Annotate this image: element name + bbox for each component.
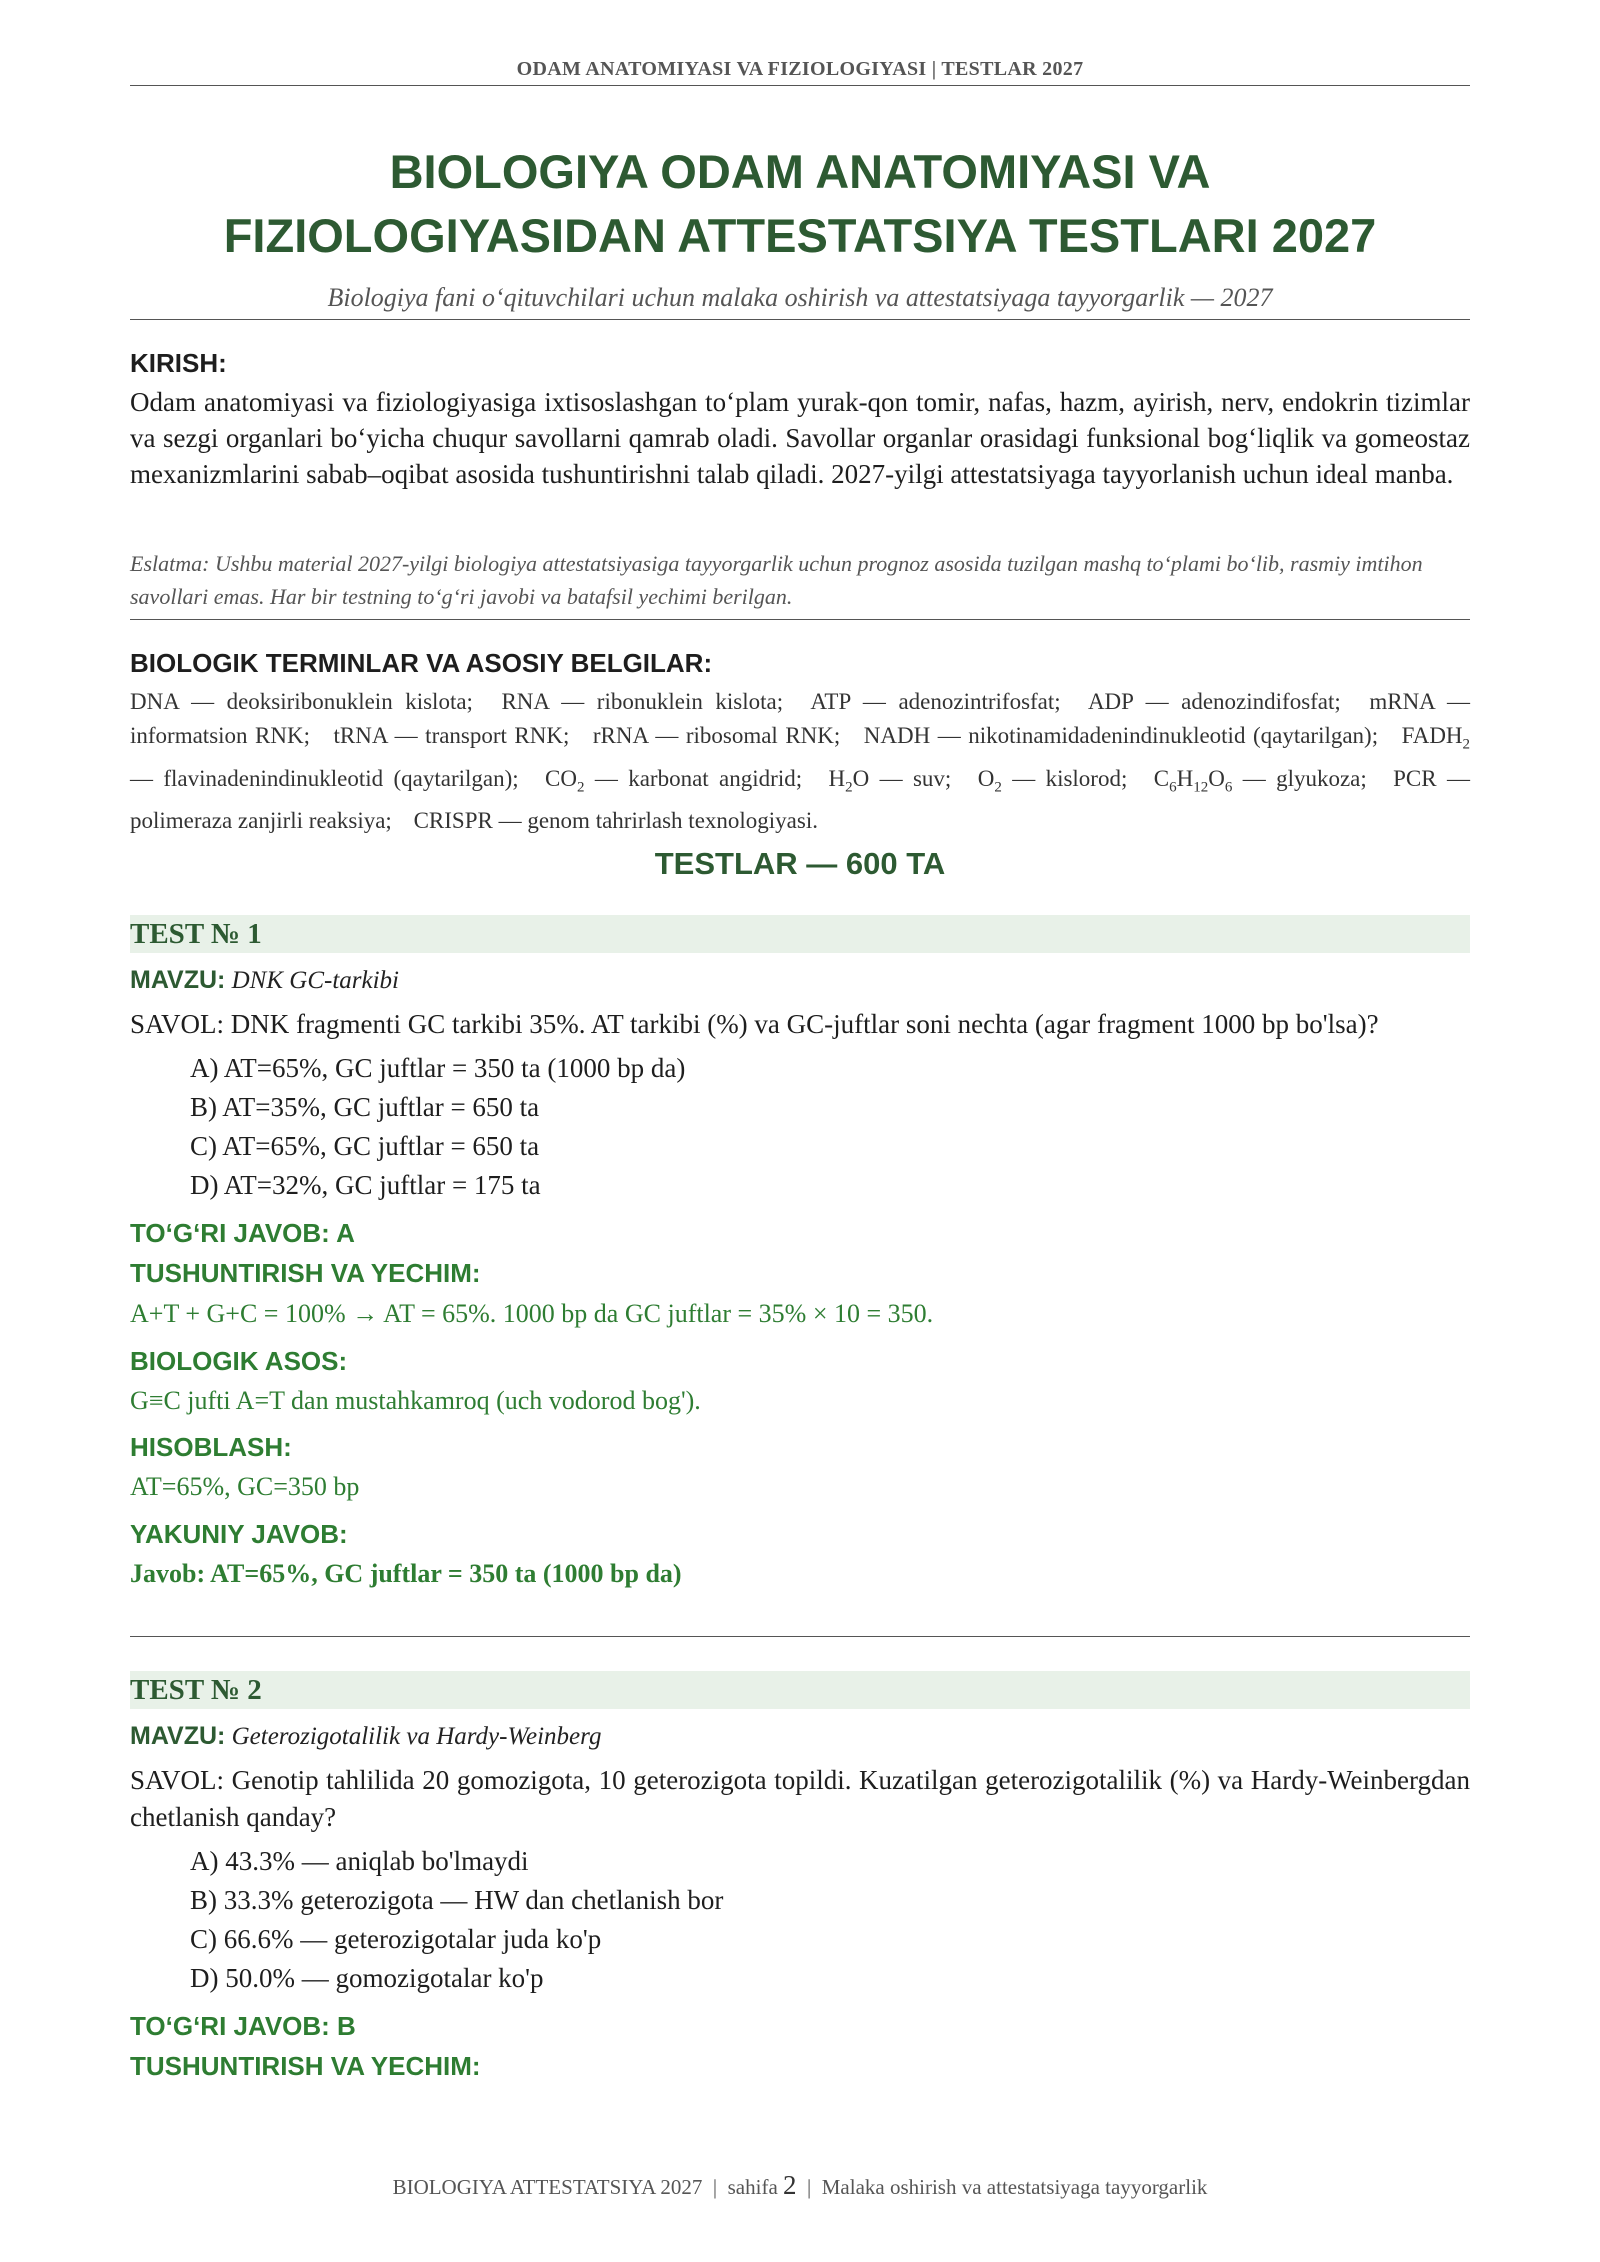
test-2-header: TEST № 2 bbox=[130, 1671, 1470, 1709]
term-nadh: NADH — nikotinamidadenindinukleotid (qaytarilgan); bbox=[863, 723, 1379, 748]
test-1-basis-heading: BIOLOGIK ASOS: bbox=[130, 1346, 348, 1376]
running-header: ODAM ANATOMIYASI VA FIZIOLOGIYASI | TESTLAR 2027 bbox=[130, 58, 1470, 86]
test-1-topic: MAVZU: DNK GC-tarkibi bbox=[130, 966, 399, 994]
term-adp: ADP — adenozindifosfat; bbox=[1087, 689, 1341, 714]
test-1-option-d: D) AT=32%, GC juftlar = 175 ta bbox=[190, 1170, 541, 1200]
term-dna: DNA — deoksiribonuklein kislota; bbox=[130, 689, 473, 714]
test-2-explain-heading: TUSHUNTIRISH VA YECHIM: bbox=[130, 2051, 481, 2081]
footer-page-label: sahifa bbox=[727, 2175, 778, 2199]
term-mrna: mRNA — informatsion RNK; bbox=[130, 689, 1471, 748]
test-1-answer: TO‘G‘RI JAVOB: A bbox=[130, 1218, 355, 1248]
term-h2o: $H_2O$ — suv; bbox=[828, 765, 952, 796]
test-1-option-c: C) AT=65%, GC juftlar = 650 ta bbox=[190, 1131, 540, 1161]
page-number: 2 bbox=[783, 2170, 797, 2200]
test-1-explain: A+T + G+C = 100% → AT = 65%. 1000 bp da GC juftlar = 35% × 10 = 350. bbox=[130, 1299, 934, 1328]
test-1-basis: G≡C jufti A=T dan mustahkamroq (uch vodorod bog'). bbox=[130, 1386, 701, 1415]
term-fadh2: $FADH_2$ — flavinadenindinukleotid (qaytarilgan); bbox=[130, 723, 1471, 791]
test-2-option-c: C) 66.6% — geterozigotalar juda ko'p bbox=[190, 1924, 602, 1954]
test-2-option-a: A) 43.3% — aniqlab bo'lmaydi bbox=[190, 1846, 529, 1876]
term-rrna: rRNA — ribosomal RNK; bbox=[592, 723, 841, 748]
document-title bbox=[130, 140, 1470, 268]
test-2-topic: MAVZU: Geterozigotalilik va Hardy-Weinberg bbox=[130, 1722, 602, 1750]
terms-heading: BIOLOGIK TERMINLAR VA ASOSIY BELGILAR: bbox=[130, 648, 713, 678]
footer-separator: | bbox=[712, 2175, 718, 2199]
footer-left: BIOLOGIYA ATTESTATSIYA 2027 bbox=[392, 2175, 703, 2199]
test-2-answer: TO‘G‘RI JAVOB: B bbox=[130, 2011, 356, 2041]
test-divider bbox=[130, 1636, 1470, 1637]
test-1-final: Javob: AT=65%, GC juftlar = 350 ta (1000 bp da) bbox=[130, 1559, 682, 1588]
test-1-option-b: B) AT=35%, GC juftlar = 650 ta bbox=[190, 1092, 540, 1122]
title-line-2: FIZIOLOGIYASIDAN ATTESTATSIYA TESTLARI 2027 bbox=[223, 209, 1377, 262]
test-1-final-heading: YAKUNIY JAVOB: bbox=[130, 1519, 348, 1549]
test-1-calc: AT=65%, GC=350 bp bbox=[130, 1472, 360, 1501]
test-1-explain-heading: TUSHUNTIRISH VA YECHIM: bbox=[130, 1258, 481, 1288]
term-pcr: PCR — polimeraza zanjirli reaksiya; bbox=[130, 765, 1470, 834]
intro-text: Odam anatomiyasi va fiziologiyasiga ixtisoslashgan to‘plam yurak-qon tomir, nafas, hazm, ayirish, nerv, endokrin tizimlar va sezgi organlari bo‘yicha chuqur savollarni qamrab oladi. Savollar organlar orasidagi funksional bog‘liqlik va gomeostaz mexanizmlarini sabab–oqibat asosida tushuntirishni talab qiladi. 2027-yilgi attestatsiyaga tayyorlanish uchun ideal manba. bbox=[130, 387, 1470, 489]
term-trna: tRNA — transport RNK; bbox=[333, 723, 570, 748]
tests-heading: TESTLAR — 600 TA bbox=[654, 846, 946, 881]
footer-separator: | bbox=[807, 2175, 812, 2199]
term-atp: ATP — adenozintrifosfat; bbox=[810, 689, 1061, 714]
terms-list bbox=[130, 685, 1470, 838]
test-2-option-b: B) 33.3% geterozigota — HW dan chetlanish bor bbox=[190, 1885, 724, 1915]
test-1-question: SAVOL: DNK fragmenti GC tarkibi 35%. AT tarkibi (%) va GC-juftlar soni nechta (agar fragment 1000 bp bo'lsa)? bbox=[130, 1009, 1379, 1039]
test-2-question: SAVOL: Genotip tahlilida 20 gomozigota, 10 geterozigota topildi. Kuzatilgan geterozigotalilik (%) va Hardy-Weinbergdan chetlanish qanday? bbox=[130, 1765, 1470, 1832]
intro-heading: KIRISH: bbox=[130, 348, 227, 378]
document-subtitle: Biologiya fani o‘qituvchilari uchun malaka oshirish va attestatsiyaga tayyorgarlik — 2027 bbox=[130, 283, 1470, 320]
term-crispr: CRISPR — genom tahrirlash texnologiyasi. bbox=[413, 808, 818, 834]
term-glucose: $C_6H_{12}O_6$ — glyukoza; bbox=[1153, 765, 1367, 796]
title-line-1: BIOLOGIYA ODAM ANATOMIYASI VA bbox=[389, 145, 1211, 198]
test-1-calc-heading: HISOBLASH: bbox=[130, 1432, 292, 1462]
test-1-option-a: A) AT=65%, GC juftlar = 350 ta (1000 bp da) bbox=[190, 1053, 686, 1083]
intro-note: Eslatma: Ushbu material 2027-yilgi biologiya attestatsiyasiga tayyorgarlik uchun prognoz asosida tuzilgan mashq to‘plami bo‘lib, rasmiy imtihon savollari emas. Har bir testning to‘g‘ri javobi va batafsil yechimi berilgan. bbox=[130, 547, 1470, 620]
footer-right: Malaka oshirish va attestatsiyaga tayyorgarlik bbox=[821, 2175, 1208, 2199]
term-co2: $CO_2$ — karbonat angidrid; bbox=[545, 765, 803, 796]
page-footer bbox=[130, 2170, 1470, 2201]
test-1-header: TEST № 1 bbox=[130, 915, 1470, 953]
test-2-option-d: D) 50.0% — gomozigotalar ko'p bbox=[190, 1963, 544, 1993]
term-rna: RNA — ribonuklein kislota; bbox=[501, 689, 784, 714]
term-o2: $O_2$ — kislorod; bbox=[977, 765, 1128, 796]
